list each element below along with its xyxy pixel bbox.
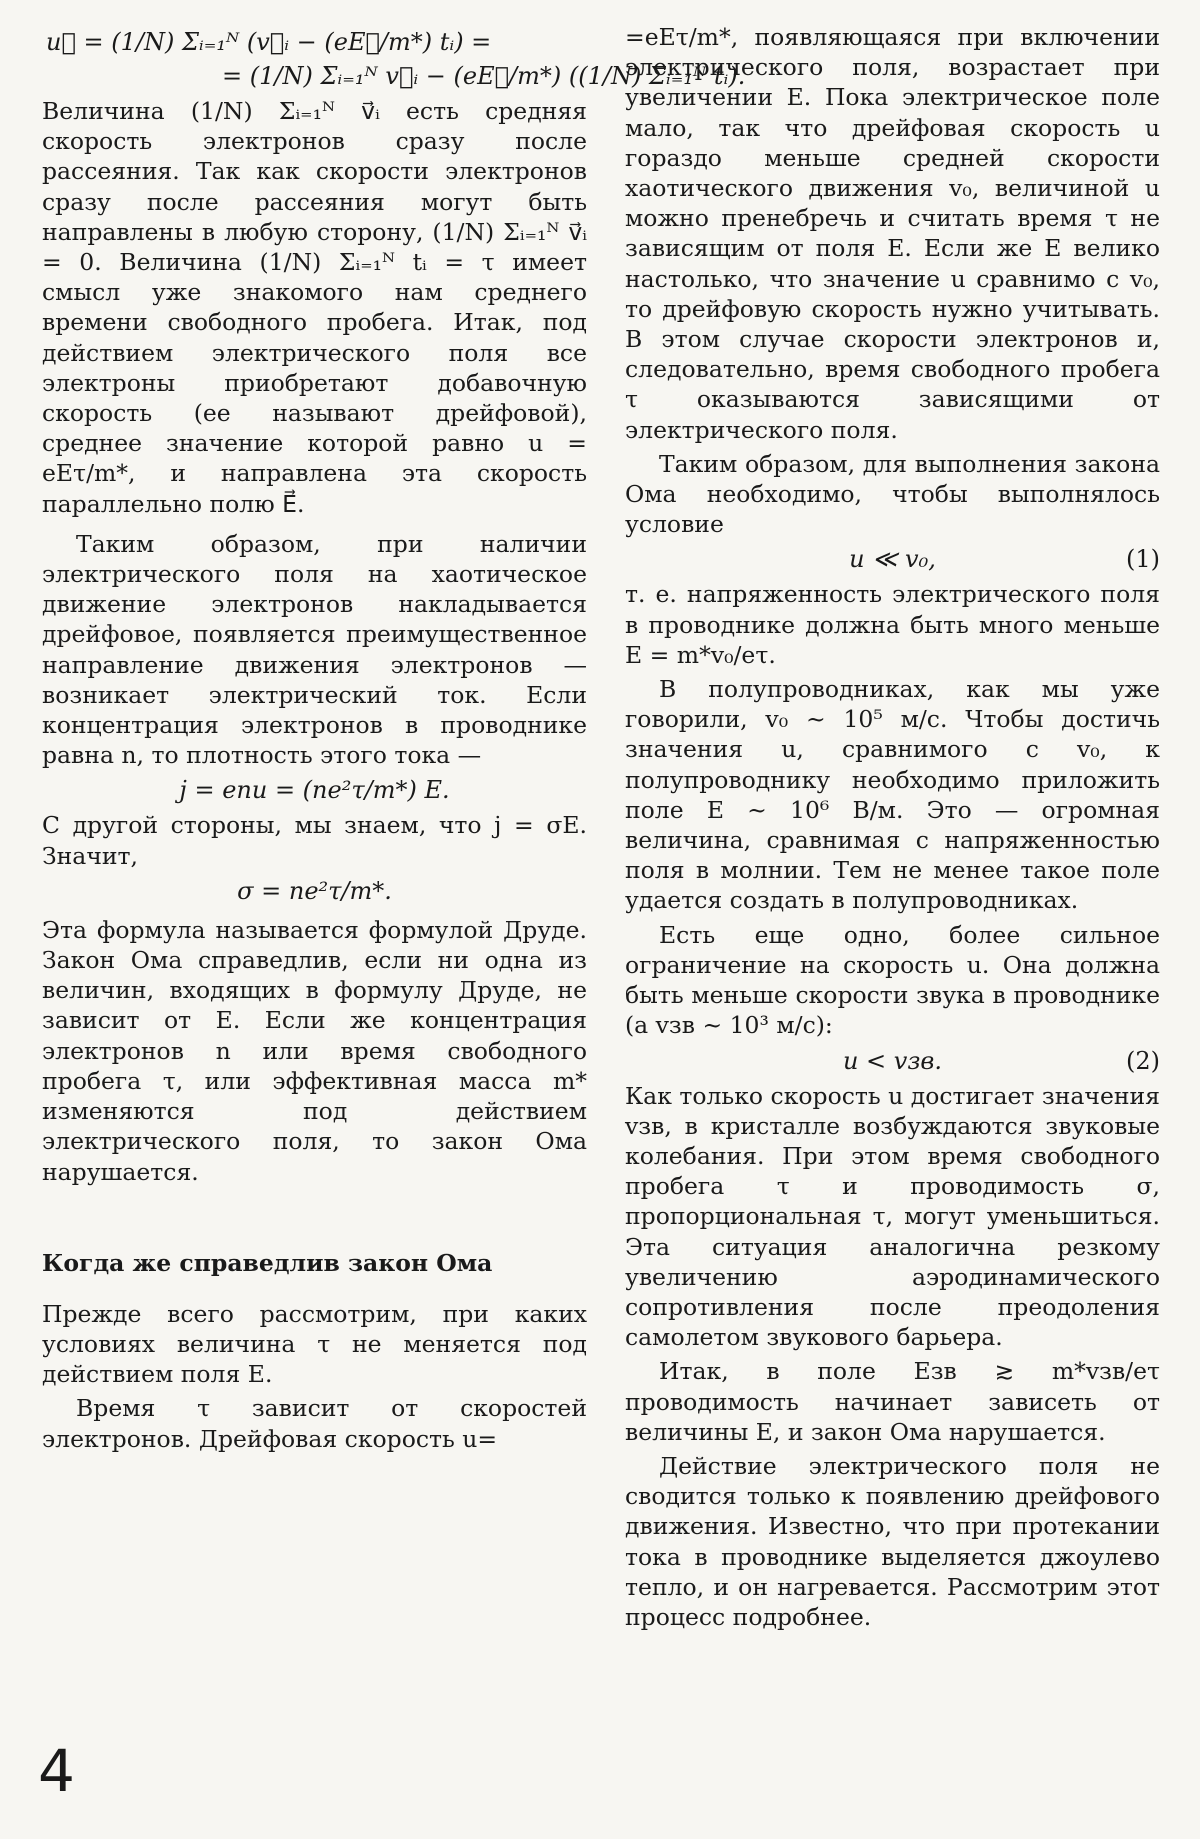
formula-current-density: j = enu = (ne²τ/m*) E. (179, 776, 450, 805)
left-column (42, 22, 746, 1454)
paragraph-drift-current: Таким образом, при наличии электрического поля на хаотическое движение электронов накладывается дрейфовое, появляется преимущественное направление движения электронов — возникает электрический ток. Если концентрация электронов в проводнике равна n, то плотность этого тока — (42, 529, 587, 770)
paragraph-drift-velocity: =eEτ/m*, появляющаяся при включении электрического поля, возрастает при увеличении E. Пока электрическое поле мало, так что дрейфовая скорость u гораздо меньше средней скорости хаотического движения v₀, величиной u можно пренебречь и считать время τ не зависящим от поля E. Если же E велико настолько, что значение u сравнимо с v₀, то дрейфовую скорость нужно учитывать. В этом случае скорости электронов и, следовательно, время свободного пробега τ оказываются зависящими от электрического поля. (625, 23, 1160, 444)
page-number: 4 (38, 1737, 75, 1805)
formula-drude: σ = ne²τ/m*. (237, 876, 392, 905)
formula-condition-2-number: (2) (1126, 1046, 1160, 1075)
formula-condition-1 (625, 545, 1160, 573)
paragraph-field-limit: т. е. напряженность электрического поля в проводнике должна быть много меньше E = m*v₀/eτ. (625, 580, 1160, 669)
paragraph-sound-limit: Есть еще одно, более сильное ограничение на скорость u. Она должна быть меньше скорости звука в проводнике (а vзв ~ 10³ м/с): (625, 920, 1160, 1040)
paragraph-sound-vibrations: Как только скорость u достигает значения vзв, в кристалле возбуждаются звуковые колебания. При этом время свободного пробега τ и проводимость σ, пропорциональная τ, могут уменьшиться. Эта ситуация аналогична резкому увеличению аэродинамического сопротивления после преодоления самолетом звукового барьера. (625, 1081, 1160, 1352)
formula-condition-2-body: u < vзв. (842, 1046, 943, 1075)
paragraph-conclusion: Итак, в поле Eзв ≳ m*vзв/eτ проводимость начинает зависеть от величины E, и закон Ома нарушается. (625, 1357, 1160, 1446)
paragraph-drude-formula: Эта формула называется формулой Друде. Закон Ома справедлив, если ни одна из величин, входящих в формулу Друде, не зависит от E. Если же концентрация электронов n или время свободного пробега τ, или эффективная масса m* изменяются под действием электрического поля, то закон Ома нарушается. (42, 915, 587, 1186)
paragraph-average-velocity: Величина (1/N) Σᵢ₌₁ᴺ v⃗ᵢ есть средняя скорость электронов сразу после рассеяния. Так как скорости электронов сразу после рассеяния могут быть направлены в любую сторону, (1/N) Σᵢ₌₁ᴺ v⃗ᵢ = 0. Величина (1/N) Σᵢ₌₁ᴺ tᵢ = τ имеет смысл уже знакомого нам среднего времени свободного пробега. Итак, под действием электрического поля все электроны приобретают добавочную скорость (ее называют дрейфовой), среднее значение которой равно u = eEτ/m*, и направлена эта скорость параллельно полю E⃗. (42, 97, 587, 518)
paragraph-semiconductors: В полупроводниках, как мы уже говорили, v₀ ~ 10⁵ м/с. Чтобы достичь значения u, сравнимого с v₀, к полупроводнику необходимо приложить поле E ~ 10⁶ В/м. Это — огромная величина, сравнимая с напряженностью поля в молнии. Тем не менее такое поле удается создать в полупроводниках. (625, 675, 1160, 915)
paragraph-tau-conditions: Прежде всего рассмотрим, при каких условиях величина τ не меняется под действием поля E. (42, 1299, 587, 1389)
paragraph-joule-heat: Действие электрического поля не сводится только к появлению дрейфового движения. Известно, что при протекании тока в проводнике выделяется джоулево тепло, и он нагревается. Рассмотрим этот процесс подробнее. (625, 1451, 1160, 1631)
formula-condition-1-body: u ≪ v₀, (849, 545, 936, 574)
formula-drift-average-1: u⃗ = (1/N) Σᵢ₌₁ᴺ (v⃗ᵢ − (eE⃗/m*) tᵢ) = (46, 28, 492, 56)
formula-drift-average-2: = (1/N) Σᵢ₌₁ᴺ v⃗ᵢ − (eE⃗/m*) ((1/N) Σᵢ₌₁ᴺ tᵢ). (222, 62, 746, 90)
formula-condition-2 (625, 1047, 1160, 1075)
paragraph-tau-velocity: Время τ зависит от скоростей электронов. Дрейфовая скорость u= (42, 1394, 587, 1453)
paragraph-ohm-relation: С другой стороны, мы знаем, что j = σE. Значит, (42, 811, 587, 870)
formula-condition-1-number: (1) (1126, 545, 1160, 574)
section-heading: Когда же справедлив закон Ома (42, 1248, 493, 1277)
right-column (625, 22, 1160, 1632)
paragraph-ohm-condition: Таким образом, для выполнения закона Ома необходимо, чтобы выполнялось условие (625, 449, 1160, 539)
